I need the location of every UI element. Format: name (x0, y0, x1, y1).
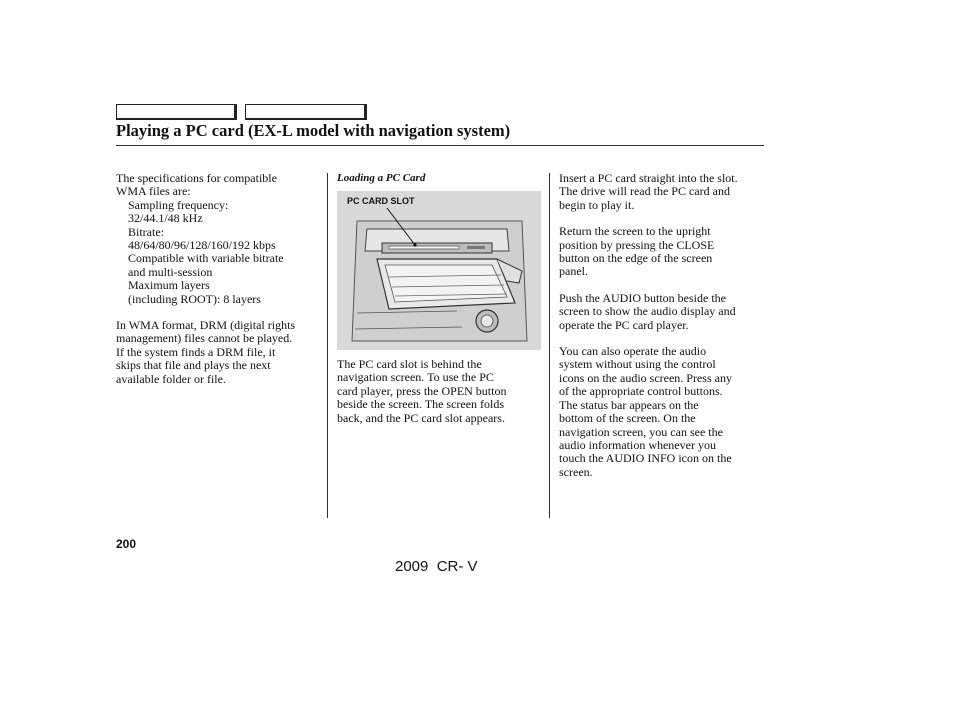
text-line: button on the edge of the screen (559, 251, 713, 266)
spec-line: 32/44.1/48 kHz (128, 211, 203, 226)
text-line: audio information whenever you (559, 437, 716, 452)
control-buttons-paragraph (559, 345, 771, 479)
text-line: navigation screen. To use the PC (337, 370, 494, 385)
text-line: skips that file and plays the next (116, 358, 271, 373)
text-line: WMA files are: (116, 184, 191, 199)
spec-line: (including ROOT): 8 layers (128, 291, 261, 306)
text-line: card player, press the OPEN button (337, 383, 507, 398)
text-line: screen to show the audio display and (559, 304, 736, 319)
header-tab-box-1 (116, 104, 237, 120)
text-line: touch the AUDIO INFO icon on the (559, 451, 732, 466)
text-line: panel. (559, 264, 588, 279)
page-title: Playing a PC card (EX-L model with navigation system) (116, 121, 511, 140)
text-line: The PC card slot is behind the (337, 357, 482, 371)
insert-card-paragraph (559, 172, 771, 212)
text-line: icons on the audio screen. Press any (559, 370, 732, 385)
spec-line: and multi-session (128, 264, 213, 279)
audio-button-paragraph (559, 292, 771, 332)
pc-card-slot-paragraph (337, 358, 541, 425)
text-line: of the appropriate control buttons. (559, 384, 723, 399)
column-divider-1 (327, 173, 328, 518)
text-line: The status bar appears on the (559, 397, 699, 412)
drm-paragraph (116, 319, 326, 386)
figure-caption: Loading a PC Card (337, 172, 426, 184)
text-line: operate the PC card player. (559, 317, 689, 332)
pc-card-slot-figure (337, 191, 541, 350)
text-line: begin to play it. (559, 197, 635, 212)
text-line: screen. (559, 464, 593, 479)
pc-card-slot-label: PC CARD SLOT (347, 196, 415, 206)
text-line: In WMA format, DRM (digital rights (116, 318, 296, 333)
text-line: position by pressing the CLOSE (559, 237, 715, 252)
title-rule (116, 145, 764, 146)
text-line: beside the screen. The screen folds (337, 397, 505, 412)
column-1 (116, 172, 326, 386)
column-divider-2 (549, 173, 550, 518)
text-line: navigation screen, you can see the (559, 424, 723, 439)
footer-model: 2009 CR- V (395, 558, 478, 575)
text-line: Return the screen to the upright (559, 224, 711, 239)
text-line: available folder or file. (116, 371, 226, 386)
text-line: system without using the control (559, 357, 716, 372)
text-line: The drive will read the PC card and (559, 184, 730, 199)
return-screen-paragraph (559, 225, 771, 279)
column-2 (337, 358, 541, 425)
spec-line: Compatible with variable bitrate (128, 251, 284, 266)
spec-line: Sampling frequency: (128, 197, 229, 212)
pc-card-slot-illustration (337, 191, 541, 350)
text-line: bottom of the screen. On the (559, 411, 696, 426)
page-number: 200 (116, 537, 137, 551)
column-3 (559, 172, 771, 479)
wma-spec-list (116, 199, 326, 306)
spec-line: Maximum layers (128, 278, 210, 293)
text-line: Insert a PC card straight into the slot. (559, 171, 738, 185)
spec-line: 48/64/80/96/128/160/192 kbps (128, 238, 276, 253)
header-tab-box-2 (245, 104, 367, 120)
text-line: The specifications for compatible (116, 171, 277, 185)
text-line: If the system finds a DRM file, it (116, 344, 276, 359)
wma-intro-paragraph (116, 172, 326, 199)
spec-line: Bitrate: (128, 224, 164, 239)
text-line: Push the AUDIO button beside the (559, 290, 726, 305)
text-line: back, and the PC card slot appears. (337, 410, 505, 425)
text-line: management) files cannot be played. (116, 331, 293, 346)
text-line: You can also operate the audio (559, 344, 707, 359)
